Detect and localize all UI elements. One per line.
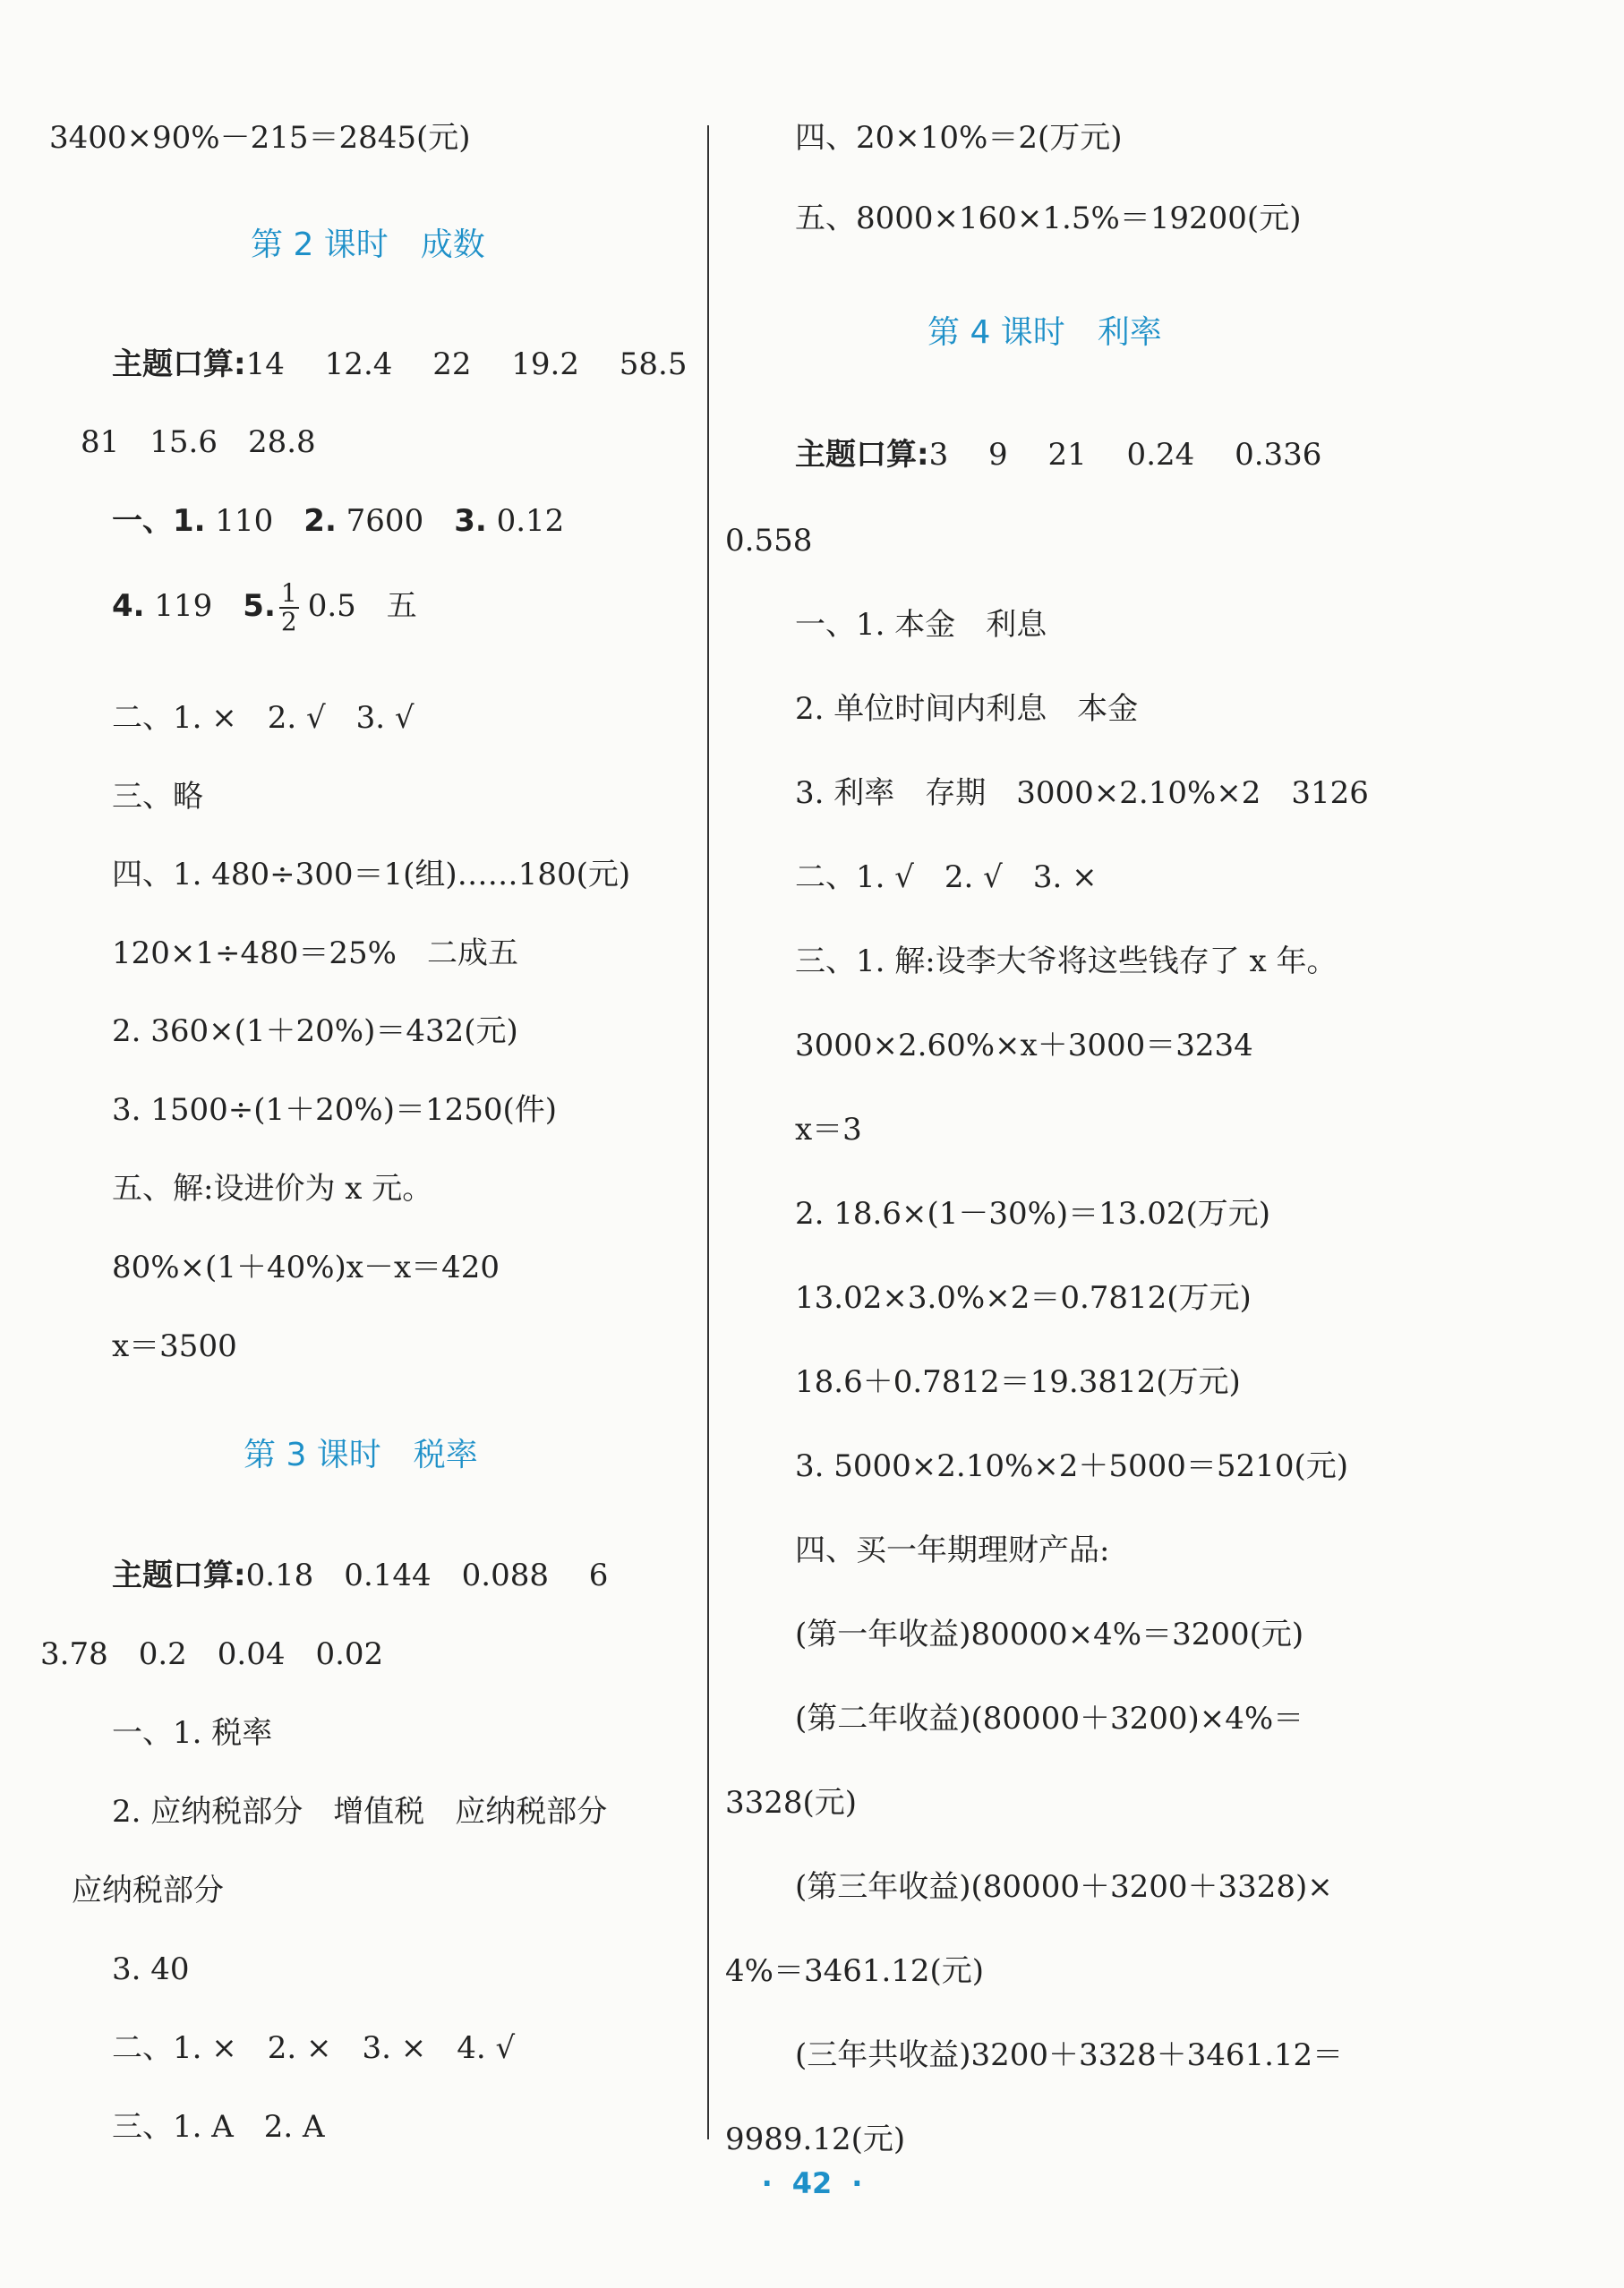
- answer-line: 81 15.6 28.8: [81, 424, 316, 460]
- column-divider: [707, 125, 709, 2139]
- topic-practice-3: [112, 1556, 608, 1595]
- item-answer: 7600: [336, 503, 455, 539]
- right-column: [716, 0, 1624, 2288]
- section-5-line: 五、解:设进价为 x 元。: [112, 1171, 433, 1207]
- answer-line: 3.78 0.2 0.04 0.02: [40, 1636, 384, 1672]
- lesson-3-heading: 第 3 课时 税率: [244, 1437, 478, 1473]
- section-3-line: 三、1. A 2. A: [112, 2109, 325, 2145]
- item-number: 4.: [112, 588, 145, 624]
- answer-line: 应纳税部分: [72, 1873, 224, 1908]
- answer-line: 3. 1500÷(1＋20%)＝1250(件): [112, 1092, 558, 1128]
- section-1-line-2: [112, 580, 417, 636]
- answer-line: 2. 360×(1＋20%)＝432(元): [112, 1013, 518, 1049]
- topic-values: 3 9 21 0.24 0.336: [928, 437, 1322, 473]
- item-number: 2.: [303, 503, 337, 539]
- topic-practice-4: [795, 435, 1321, 474]
- answer-line: 3. 5000×2.10%×2＋5000＝5210(元): [795, 1448, 1348, 1484]
- section-2-line: 二、1. × 2. √ 3. √: [112, 700, 415, 736]
- item-number: 3.: [454, 503, 487, 539]
- fraction: [279, 580, 299, 636]
- left-column: [0, 0, 707, 2288]
- answer-line: 3328(元): [725, 1785, 858, 1821]
- answer-line: 18.6＋0.7812＝19.3812(万元): [795, 1364, 1241, 1400]
- item-answer: 110: [205, 503, 304, 539]
- equation-line: 80%×(1＋40%)x－x＝420: [112, 1250, 500, 1285]
- answer-line: 3. 利率 存期 3000×2.10%×2 3126: [795, 775, 1369, 811]
- section-2-line: 二、1. × 2. × 3. × 4. √: [112, 2030, 516, 2066]
- item-answer: 119: [144, 588, 244, 624]
- item-number: 1.: [173, 503, 206, 539]
- answer-line: (第二年收益)(80000＋3200)×4%＝: [795, 1701, 1304, 1737]
- section-5-line: 五、8000×160×1.5%＝19200(元): [795, 201, 1302, 236]
- answer-line: 4%＝3461.12(元): [725, 1953, 985, 1989]
- answer-line: x＝3500: [112, 1328, 237, 1364]
- answer-line: 2. 18.6×(1－30%)＝13.02(万元): [795, 1196, 1271, 1232]
- section-4-line: 四、1. 480÷300＝1(组)……180(元): [112, 857, 631, 892]
- section-2-line: 二、1. √ 2. √ 3. ×: [795, 859, 1098, 895]
- answer-line: 13.02×3.0%×2＝0.7812(万元): [795, 1280, 1252, 1316]
- answer-line: (第三年收益)(80000＋3200＋3328)×: [795, 1869, 1333, 1905]
- equation-line: 3000×2.60%×x＋3000＝3234: [795, 1028, 1253, 1063]
- dot-icon: ·: [851, 2166, 863, 2200]
- answer-line: 2. 单位时间内利息 本金: [795, 691, 1139, 727]
- answer-line: (第一年收益)80000×4%＝3200(元): [795, 1617, 1304, 1652]
- answer-line: x＝3: [795, 1112, 862, 1148]
- topic-label: 主题口算:: [795, 437, 929, 473]
- fraction-denominator: 2: [280, 607, 297, 636]
- section-3-line: 三、1. 解:设李大爷将这些钱存了 x 年。: [795, 943, 1338, 979]
- dot-icon: ·: [761, 2166, 773, 2200]
- item-number: 5.: [243, 588, 276, 624]
- topic-values: 0.18 0.144 0.088 6: [245, 1558, 609, 1593]
- lesson-2-heading: 第 2 课时 成数: [251, 226, 485, 263]
- answer-line: 2. 应纳税部分 增值税 应纳税部分: [112, 1794, 608, 1830]
- answer-line: 0.558: [725, 523, 813, 559]
- answer-line: (三年共收益)3200＋3328＋3461.12＝: [795, 2037, 1344, 2073]
- item-answer: 0.12: [486, 503, 565, 539]
- answer-line: 120×1÷480＝25% 二成五: [112, 935, 518, 971]
- section-3-line: 三、略: [112, 779, 203, 815]
- item-answer: 0.5 五: [307, 588, 417, 624]
- topic-label: 主题口算:: [112, 1558, 246, 1593]
- topic-practice-2: [112, 345, 687, 384]
- section-marker: 一、: [112, 503, 173, 539]
- section-1-line: 一、1. 本金 利息: [795, 607, 1047, 643]
- topic-label: 主题口算:: [112, 346, 246, 382]
- fraction-numerator: 1: [280, 578, 297, 608]
- answer-line: 3. 40: [112, 1951, 190, 1987]
- section-1-line-1: [112, 501, 564, 541]
- section-4-line: 四、20×10%＝2(万元): [795, 120, 1123, 156]
- page-number: [0, 2166, 1624, 2200]
- answer-line: 3400×90%－215＝2845(元): [49, 120, 471, 156]
- lesson-4-heading: 第 4 课时 利率: [927, 314, 1162, 351]
- section-4-line: 四、买一年期理财产品:: [795, 1532, 1110, 1568]
- section-1-line: 一、1. 税率: [112, 1715, 273, 1751]
- page-number-value: 42: [791, 2166, 833, 2200]
- topic-values: 14 12.4 22 19.2 58.5: [245, 346, 688, 382]
- answer-line: 9989.12(元): [725, 2122, 906, 2157]
